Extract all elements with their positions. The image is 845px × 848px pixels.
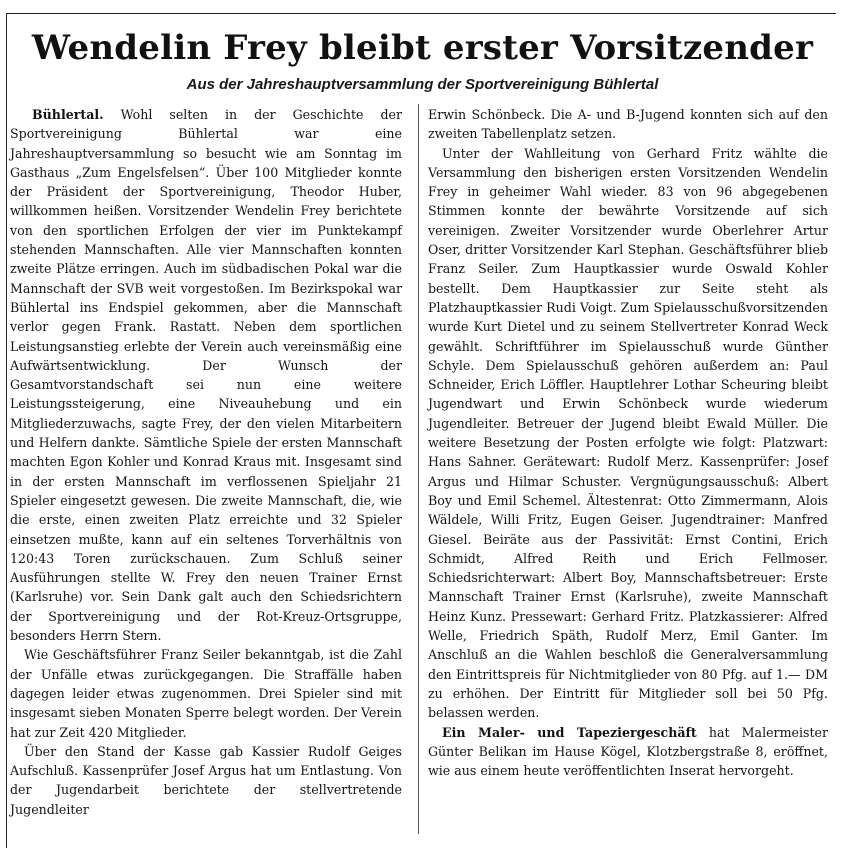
column-divider <box>418 104 419 834</box>
article-paragraph: Unter der Wahlleitung von Gerhard Fritz wählte die Versammlung den bisherigen ersten Vorsitzenden Wendelin Frey in geheimer Wahl wieder. 83 von 96 abgegebenen Stimmen konnte der bewährte Vorsitzende auf sich vereinigen. Zweiter Vorsitzender wurde Oberlehrer Artur Oser, dritter Vorsitzender Karl Stephan. Geschäftsführer blieb Franz Seiler. Zum Hauptkassier wurde Oswald Kohler bestellt. Dem Hauptkassier zur Seite steht als Platzhauptkassier Rudi Voigt. Zum Spielausschußvorsitzenden wurde Kurt Dietel und zu seinem Stellvertreter Konrad Weck gewählt. Schriftführer im Spielausschuß wurde Günther Schyle. Dem Spielausschuß gehören außerdem an: Paul Schneider, Erich Löffler. Hauptlehrer Lothar Scheuring bleibt Jugendwart und Erwin Schönbeck wurde wiederum Jugendleiter. Betreuer der Jugend bleibt Ewald Müller. Die weitere Besetzung der Posten erfolgte wie folgt: Platzwart: Hans Sahner. Gerätewart: Rudolf Merz. Kassenprüfer: Josef Argus und Hilmar Schuster. Vergnügungsausschuß: Albert Boy und Emil Schemel. Ältestenrat: Otto Zimmermann, Alois Wäldele, Willi Fritz, Eugen Geiser. Jugendtrainer: Manfred Giesel. Beiräte aus der Passivität: Ernst Contini, Erich Schmidt, Alfred Reith und Erich Fellmoser. Schiedsrichterwart: Albert Boy, Mannschaftsbetreuer: Erste Mannschaft Trainer Ernst (Karlsruhe), zweite Mannschaft Heinz Kunz. Pressewart: Gerhard Fritz. Platzkassierer: Alfred Welle, Friedrich Späth, Rudolf Merz, Emil Ganter. Im Anschluß an die Wahlen beschloß die Generalversammlung den Eintrittspreis für Nichtmitglieder von 80 Pfg. auf 1.— DM zu erhöhen. Der Eintritt für Mitglieder soll bei 50 Pfg. belassen werden. <box>428 145 828 721</box>
article-paragraph: Wie Geschäftsführer Franz Seiler bekanntgab, ist die Zahl der Unfälle etwas zurückgegangen. Die Straffälle haben dagegen leider etwas zugenommen. Drei Spieler sind mit insgesamt sieben Monaten Sperre belegt worden. Der Verein hat zur Zeit 420 Mitglieder. <box>10 647 402 740</box>
article-paragraph <box>428 723 828 781</box>
article-paragraph: Über den Stand der Kasse gab Kassier Rudolf Geiges Aufschluß. Kassenprüfer Josef Argus hat um Entlastung. Von der Jugendarbeit berichtete der stellvertretende Jugendleiter <box>10 743 402 817</box>
article-paragraph <box>10 105 402 645</box>
paragraph-text: Wohl selten in der Geschichte der Sportvereinigung Bühlertal war eine Jahreshauptversammlung so besucht wie am Sonntag im Gasthaus „Zum Engelsfelsen“. Über 100 Mitglieder konnte der Präsident der Sportvereinigung, Theodor Huber, willkommen heißen. Vorsitzender Wendelin Frey berichtete von den sportlichen Erfolgen der vier im Punktekampf stehenden Mannschaften. Alle vier Mannschaften konnten zweite Plätze erringen. Auch im südbadischen Pokal war die Mannschaft der SVB weit vorgestoßen. Im Bezirkspokal war Bühlertal ins Endspiel gekommen, aber die Mannschaft verlor gegen Frank. Rastatt. Neben dem sportlichen Leistungsanstieg erlebte der Verein auch vereinsmäßig eine Aufwärtsentwicklung. Der Wunsch der Gesamtvorstandschaft sei nun eine weitere Leistungssteigerung, eine Niveauhebung und ein Mitgliederzuwachs, sagte Frey, der den vielen Mitarbeitern und Helfern dankte. Sämtliche Spiele der ersten Mannschaft machten Egon Kohler und Konrad Kraus mit. Insgesamt sind in der ersten Mannschaft im verflossenen Spieljahr 21 Spieler eingesetzt gewesen. Die zweite Mannschaft, die, wie die erste, einen zweiten Platz erreichte und 32 Spieler einsetzen mußte, kann auf ein seltenes Torverhältnis von 120:43 Toren zurückschauen. Zum Schluß seiner Ausführungen stellte W. Frey den neuen Trainer Ernst (Karlsruhe) vor. Sein Dank galt auch den Schiedsrichtern der Sportvereinigung und der Rot-Kreuz-Ortsgruppe, besonders Herrn Stern. <box>10 107 402 644</box>
paragraph-lead: Ein Maler- und Tapeziergeschäft <box>442 724 697 740</box>
article-column-right <box>428 105 828 780</box>
article-column-left <box>10 105 402 819</box>
top-border-rule <box>6 13 836 14</box>
article-subheadline: Aus der Jahreshauptversammlung der Sportvereinigung Bühlertal <box>186 76 659 93</box>
paragraph-text: hat Malermeister Günter Belikan im Hause Kögel, Klotzbergstraße 8, eröffnet, wie aus einem heute veröffentlichten Inserat hervorgeht. <box>428 724 828 779</box>
article-dateline: Bühlertal. <box>32 107 104 122</box>
left-border-rule <box>6 13 7 848</box>
article-paragraph: Erwin Schönbeck. Die A- und B-Jugend konnten sich auf den zweiten Tabellenplatz setzen. <box>428 107 828 142</box>
article-headline: Wendelin Frey bleibt erster Vorsitzender <box>31 28 814 68</box>
